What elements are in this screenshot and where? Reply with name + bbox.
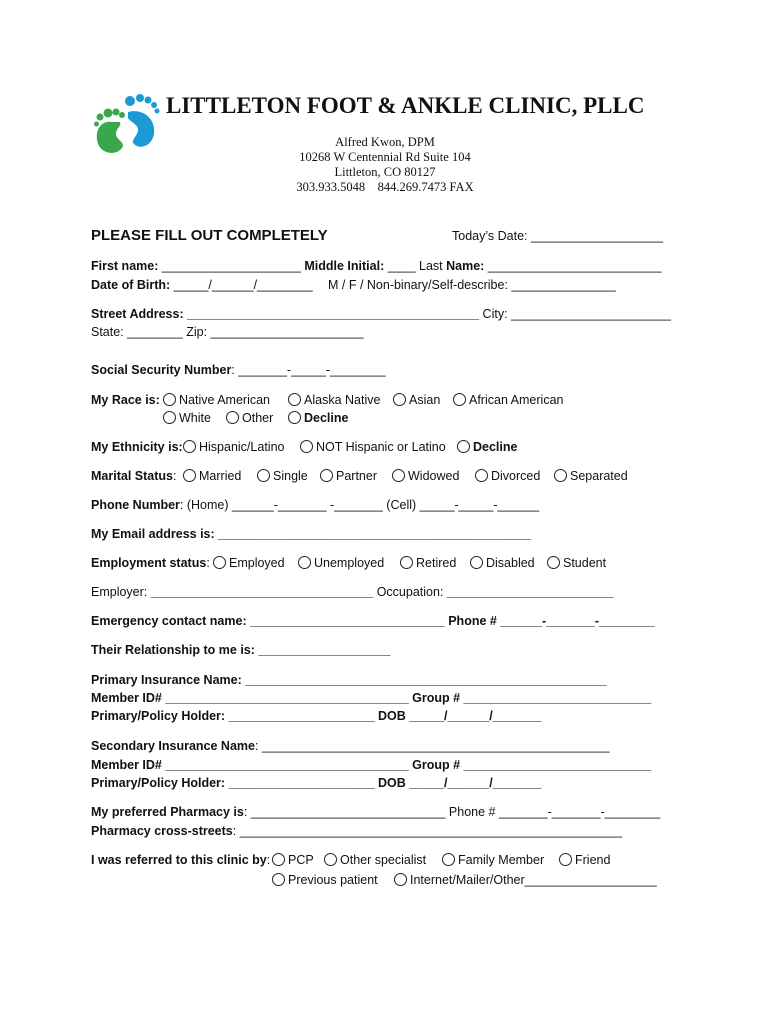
- middle-initial-field[interactable]: ____: [384, 259, 419, 273]
- cross-streets-field[interactable]: : _______________________________________________________: [232, 824, 623, 838]
- radio-icon[interactable]: [163, 393, 176, 406]
- radio-icon[interactable]: [324, 853, 337, 866]
- employment-option-employed[interactable]: Employed: [213, 556, 285, 570]
- emergency-phone-field[interactable]: Phone # ______-_______-________: [448, 614, 655, 628]
- member-id2-row: [91, 758, 651, 772]
- radio-icon[interactable]: [272, 853, 285, 866]
- employment-label-wrap: Employment status:: [91, 556, 210, 570]
- referred-option-family-member[interactable]: Family Member: [442, 853, 544, 867]
- email-field[interactable]: : _____________________________________________: [210, 527, 531, 541]
- policy-holder-label: Primary/Policy Holder:: [91, 709, 226, 723]
- holder2-dob-field[interactable]: _____/______/_______: [405, 776, 542, 790]
- radio-icon[interactable]: [547, 556, 560, 569]
- member-id-label: Member ID#: [91, 691, 162, 705]
- dob-label: Date of Birth:: [91, 278, 171, 292]
- primary-insurance-label: Primary Insurance Name: [91, 673, 238, 687]
- employer-field[interactable]: ________________________________: [147, 585, 377, 599]
- employment-option-unemployed[interactable]: Unemployed: [298, 556, 384, 570]
- race-option-other[interactable]: Other: [226, 411, 273, 425]
- holder2-dob-label: DOB: [378, 776, 406, 790]
- radio-icon[interactable]: [400, 556, 413, 569]
- race-option-african-american[interactable]: African American: [453, 393, 563, 407]
- cross-streets-label: Pharmacy cross-streets: [91, 824, 233, 838]
- occupation-label: Occupation:: [376, 585, 444, 599]
- radio-icon[interactable]: [442, 853, 455, 866]
- referred-option-pcp[interactable]: PCP: [272, 853, 314, 867]
- race-option-alaska-native[interactable]: Alaska Native: [288, 393, 380, 407]
- emergency-label: Emergency contact name: [91, 614, 243, 628]
- marital-label-wrap: Marital Status:: [91, 469, 177, 483]
- referred-option-internet-mailer[interactable]: Internet/Mailer/Other___________________: [394, 873, 657, 887]
- radio-icon[interactable]: [288, 411, 301, 424]
- secondary-insurance-row: [91, 739, 610, 753]
- primary-insurance-field[interactable]: : ____________________________________________________: [237, 673, 607, 687]
- holder-dob-field[interactable]: _____/______/_______: [405, 709, 542, 723]
- emergency-row: [91, 614, 655, 628]
- ethnicity-option-not-hispanic[interactable]: NOT Hispanic or Latino: [300, 440, 446, 454]
- dob-row: [91, 278, 313, 292]
- marital-option-single[interactable]: Single: [257, 469, 308, 483]
- radio-icon[interactable]: [392, 469, 405, 482]
- form-heading: PLEASE FILL OUT COMPLETELY: [91, 227, 328, 244]
- todays-date-field[interactable]: Today’s Date: ___________________: [452, 229, 664, 243]
- race-option-decline[interactable]: Decline: [288, 411, 348, 425]
- radio-icon[interactable]: [213, 556, 226, 569]
- group2-label: Group #: [412, 758, 461, 772]
- group-label: Group #: [412, 691, 461, 705]
- radio-icon[interactable]: [183, 440, 196, 453]
- radio-icon[interactable]: [272, 873, 285, 886]
- member-id-row: [91, 691, 651, 705]
- policy-holder-row: [91, 709, 541, 723]
- member-id2-label: Member ID#: [91, 758, 162, 772]
- address-line2: Littleton, CO 80127: [334, 165, 436, 179]
- cross-streets-row: [91, 824, 622, 838]
- email-label: My Email address is: [91, 527, 211, 541]
- clinic-name: LITTLETON FOOT & ANKLE CLINIC, PLLC: [166, 93, 645, 118]
- marital-option-separated[interactable]: Separated: [554, 469, 628, 483]
- secondary-insurance-field[interactable]: : __________________________________________________: [254, 739, 610, 753]
- race-option-white[interactable]: White: [163, 411, 211, 425]
- street-label: Street Address:: [91, 307, 184, 321]
- radio-icon[interactable]: [470, 556, 483, 569]
- state-zip-field[interactable]: State: ________ Zip: ______________________: [91, 325, 364, 339]
- street-field[interactable]: __________________________________________: [183, 307, 480, 321]
- phone-field[interactable]: : (Home) ______-_______ -_______ (Cell) _____-_____-______: [179, 498, 540, 512]
- radio-icon[interactable]: [475, 469, 488, 482]
- street-row: [91, 307, 671, 321]
- referred-option-previous-patient[interactable]: Previous patient: [272, 873, 378, 887]
- address-line1: 10268 W Centennial Rd Suite 104: [299, 150, 471, 164]
- doctor-name: Alfred Kwon, DPM: [335, 135, 435, 149]
- member-id2-field[interactable]: ___________________________________: [161, 758, 413, 772]
- race-option-asian[interactable]: Asian: [393, 393, 440, 407]
- first-name-field[interactable]: ____________________: [158, 259, 305, 273]
- policy-holder2-row: [91, 776, 541, 790]
- last-name-prefix: Last: [419, 259, 447, 273]
- employment-label: Employment status: [91, 556, 207, 570]
- referred-label: I was referred to this clinic by: [91, 853, 267, 867]
- dob-field[interactable]: _____/______/________: [170, 278, 313, 292]
- radio-icon[interactable]: [394, 873, 407, 886]
- ssn-field[interactable]: : _______-_____-________: [231, 363, 386, 377]
- radio-icon[interactable]: [257, 469, 270, 482]
- ssn-row: [91, 363, 386, 377]
- pharmacy-field[interactable]: : ____________________________ Phone # _______-_______-________: [243, 805, 661, 819]
- referred-label-wrap: I was referred to this clinic by:: [91, 853, 271, 867]
- email-row: [91, 527, 531, 541]
- policy-holder2-field[interactable]: _____________________: [225, 776, 379, 790]
- radio-icon[interactable]: [559, 853, 572, 866]
- gender-field[interactable]: M / F / Non-binary/Self-describe: _______________: [328, 278, 616, 292]
- policy-holder-field[interactable]: _____________________: [225, 709, 379, 723]
- policy-holder2-label: Primary/Policy Holder:: [91, 776, 226, 790]
- radio-icon[interactable]: [163, 411, 176, 424]
- ethnicity-option-decline[interactable]: Decline: [457, 440, 517, 454]
- middle-initial-label: Middle Initial:: [304, 259, 385, 273]
- employer-row: [91, 585, 614, 599]
- city-field[interactable]: City: _______________________: [479, 307, 671, 321]
- secondary-insurance-label: Secondary Insurance Name: [91, 739, 255, 753]
- race-label: My Race is:: [91, 393, 160, 407]
- relationship-field[interactable]: : ___________________: [250, 643, 391, 657]
- radio-icon[interactable]: [300, 440, 313, 453]
- radio-icon[interactable]: [457, 440, 470, 453]
- holder-dob-label: DOB: [378, 709, 406, 723]
- phone-label: Phone Number: [91, 498, 180, 512]
- member-id-field[interactable]: ___________________________________: [161, 691, 413, 705]
- phone-row: [91, 498, 539, 512]
- ethnicity-label: My Ethnicity is:: [91, 440, 183, 454]
- radio-icon[interactable]: [226, 411, 239, 424]
- group2-field[interactable]: ___________________________: [460, 758, 652, 772]
- last-name-label: Name:: [446, 259, 485, 273]
- clinic-phones: 303.933.5048 844.269.7473 FAX: [296, 180, 474, 194]
- radio-icon[interactable]: [320, 469, 333, 482]
- radio-icon[interactable]: [554, 469, 567, 482]
- race-option-native-american[interactable]: Native American: [163, 393, 270, 407]
- pharmacy-row: [91, 805, 660, 819]
- group-field[interactable]: ___________________________: [460, 691, 652, 705]
- first-name-label: First name:: [91, 259, 159, 273]
- marital-option-partner[interactable]: Partner: [320, 469, 377, 483]
- pharmacy-label: My preferred Pharmacy is: [91, 805, 244, 819]
- employment-option-retired[interactable]: Retired: [400, 556, 456, 570]
- employment-option-student[interactable]: Student: [547, 556, 606, 570]
- occupation-field[interactable]: ________________________: [443, 585, 614, 599]
- employer-label: Employer:: [91, 585, 148, 599]
- marital-label: Marital Status: [91, 469, 173, 483]
- emergency-field[interactable]: : ____________________________: [242, 614, 449, 628]
- ethnicity-option-hispanic[interactable]: Hispanic/Latino: [183, 440, 284, 454]
- relationship-label: Their Relationship to me is: [91, 643, 251, 657]
- radio-icon[interactable]: [393, 393, 406, 406]
- radio-icon[interactable]: [453, 393, 466, 406]
- marital-option-married[interactable]: Married: [183, 469, 241, 483]
- relationship-row: [91, 643, 390, 657]
- ssn-label: Social Security Number: [91, 363, 232, 377]
- marital-option-divorced[interactable]: Divorced: [475, 469, 540, 483]
- employment-option-disabled[interactable]: Disabled: [470, 556, 535, 570]
- last-name-field[interactable]: _________________________: [484, 259, 662, 273]
- marital-option-widowed[interactable]: Widowed: [392, 469, 459, 483]
- radio-icon[interactable]: [183, 469, 196, 482]
- radio-icon[interactable]: [288, 393, 301, 406]
- name-row: [91, 259, 662, 273]
- referred-option-friend[interactable]: Friend: [559, 853, 610, 867]
- referred-option-other-specialist[interactable]: Other specialist: [324, 853, 426, 867]
- primary-insurance-row: [91, 673, 607, 687]
- radio-icon[interactable]: [298, 556, 311, 569]
